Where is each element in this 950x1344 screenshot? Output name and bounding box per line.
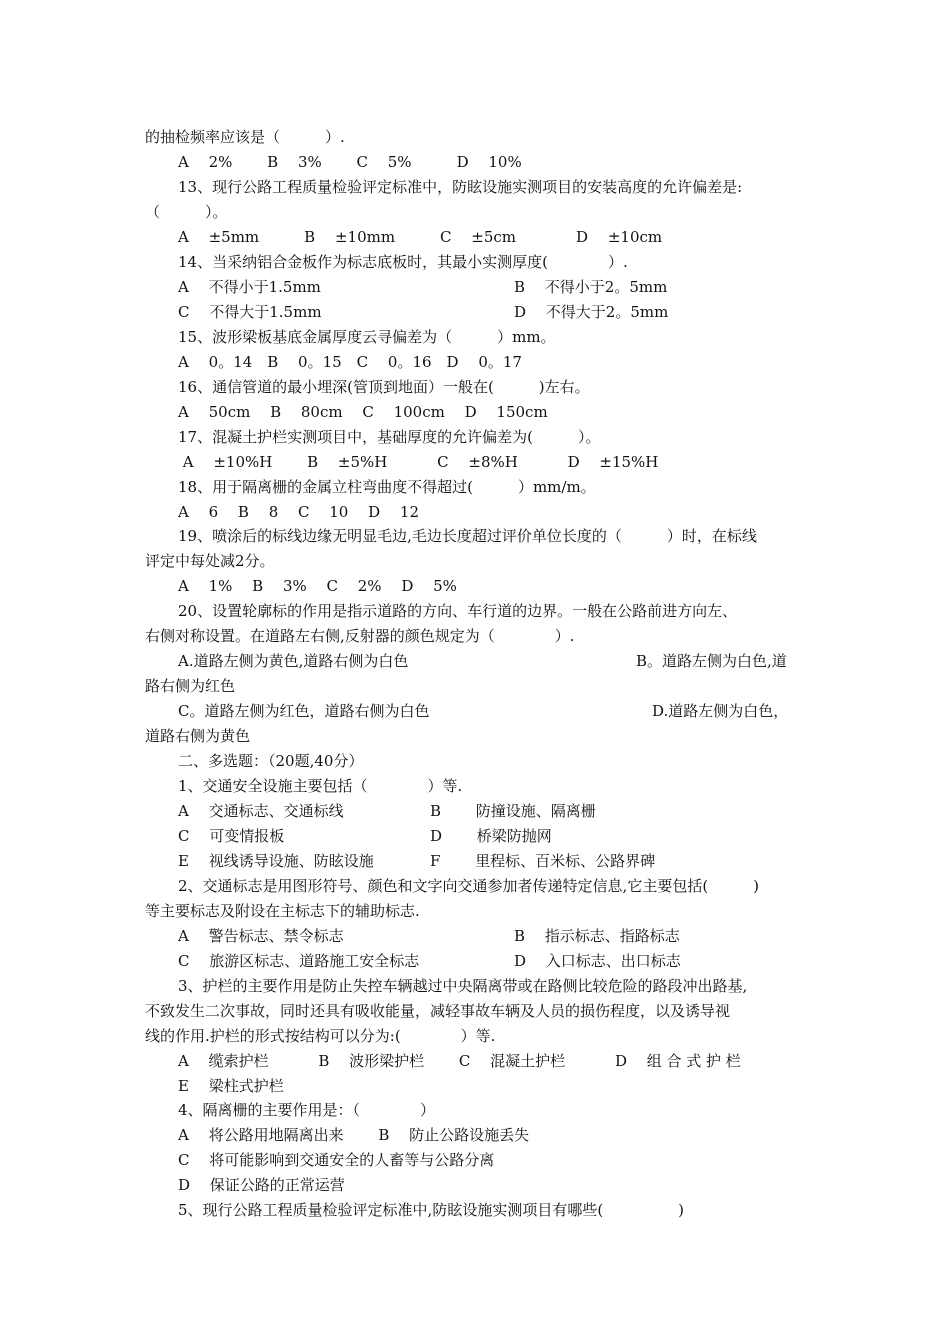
- option-line: A 不得小于1.5mm: [178, 278, 321, 296]
- question-line: 14、当采纳铝合金板作为标志底板时，其最小实测厚度( ）.: [178, 253, 628, 271]
- question-line: 17、混凝土护栏实测项目中，基础厚度的允许偏差为( ）。: [178, 428, 601, 446]
- text-line: 的抽检频率应该是（ ）.: [145, 128, 345, 146]
- question-line: 5、现行公路工程质量检验评定标准中,防眩设施实测项目有哪些( ): [178, 1201, 685, 1219]
- text-line: （ ）。: [145, 203, 228, 221]
- option-line: A 6 B 8 C 10 D 12: [178, 503, 419, 521]
- option-line: E 梁柱式护栏: [178, 1077, 284, 1095]
- option-line: F 里程标、百米标、公路界碑: [430, 852, 656, 870]
- question-line: 2、交通标志是用图形符号、颜色和文字向交通参加者传递特定信息,它主要包括( ): [178, 877, 760, 895]
- option-line: A 缆索护栏 B 波形梁护栏 C 混凝土护栏 D 组 合 式 护 栏: [178, 1052, 741, 1070]
- text-line: 道路右侧为黄色: [145, 727, 251, 745]
- question-line: 4、隔离栅的主要作用是：（ ）: [178, 1101, 436, 1119]
- option-line: C。道路左侧为红色，道路右侧为白色: [178, 702, 430, 720]
- section-heading: 二、多选题：（20题,40分）: [178, 752, 364, 770]
- option-line: A 警告标志、禁令标志: [178, 927, 344, 945]
- option-line: B 不得小于2。5mm: [514, 278, 668, 296]
- option-line: D.道路左侧为白色，: [652, 702, 789, 720]
- option-line: D 桥梁防抛网: [430, 827, 552, 845]
- option-line: A 2% B 3% C 5% D 10%: [178, 153, 522, 171]
- text-line: 不致发生二次事故，同时还具有吸收能量，减轻事故车辆及人员的损伤程度，以及诱导视: [145, 1002, 731, 1020]
- option-line: C 将可能影响到交通安全的人畜等与公路分离: [178, 1151, 495, 1169]
- text-line: 评定中每处减2分。: [145, 552, 275, 570]
- option-line: A ±5mm B ±10mm C ±5cm D ±10cm: [178, 228, 663, 246]
- question-line: 3、护栏的主要作用是防止失控车辆越过中央隔离带或在路侧比较危险的路段冲出路基,: [178, 977, 748, 995]
- question-line: 13、现行公路工程质量检验评定标准中，防眩设施实测项目的安装高度的允许偏差是:: [178, 178, 743, 196]
- option-line: C 不得大于1.5mm: [178, 303, 322, 321]
- option-line: A 将公路用地隔离出来 B 防止公路设施丢失: [178, 1126, 530, 1144]
- question-line: 15、波形梁板基底金属厚度云寻偏差为（ ）mm。: [178, 328, 556, 346]
- option-line: B 指示标志、指路标志: [514, 927, 680, 945]
- option-line: D 不得大于2。5mm: [514, 303, 669, 321]
- option-line: D 保证公路的正常运营: [178, 1176, 345, 1194]
- option-line: A 50cm B 80cm C 100cm D 150cm: [178, 403, 548, 421]
- question-line: 19、喷涂后的标线边缘无明显毛边,毛边长度超过评价单位长度的（ ）时，在标线: [178, 527, 757, 545]
- text-line: 等主要标志及附设在主标志下的辅助标志.: [145, 902, 420, 920]
- question-line: 1、交通安全设施主要包括（ ）等.: [178, 777, 463, 795]
- option-line: A 交通标志、交通标线: [178, 802, 344, 820]
- option-line: A 1% B 3% C 2% D 5%: [178, 577, 457, 595]
- option-line: B。道路左侧为白色,道: [636, 652, 787, 670]
- question-line: 18、用于隔离栅的金属立柱弯曲度不得超过( ）mm/m。: [178, 478, 596, 496]
- text-line: 路右侧为红色: [145, 677, 236, 695]
- question-line: 20、设置轮廓标的作用是指示道路的方向、车行道的边界。一般在公路前进方向左、: [178, 602, 738, 620]
- text-line: 线的作用.护栏的形式按结构可以分为:( ）等.: [145, 1027, 496, 1045]
- option-line: A 0。14 B 0。15 C 0。16 D 0。17: [178, 353, 522, 371]
- question-line: 16、通信管道的最小埋深(管顶到地面）一般在( )左右。: [178, 378, 590, 396]
- text-line: 右侧对称设置。在道路左右侧,反射器的颜色规定为（ ）.: [145, 627, 575, 645]
- option-line: B 防撞设施、隔离栅: [430, 802, 596, 820]
- option-line: A.道路左侧为黄色,道路右侧为白色: [178, 652, 409, 670]
- option-line: E 视线诱导设施、防眩设施: [178, 852, 374, 870]
- option-line: C 可变情报板: [178, 827, 285, 845]
- option-line: C 旅游区标志、道路施工安全标志: [178, 952, 420, 970]
- option-line: A ±10%H B ±5%H C ±8%H D ±15%H: [178, 453, 659, 471]
- option-line: D 入口标志、出口标志: [514, 952, 681, 970]
